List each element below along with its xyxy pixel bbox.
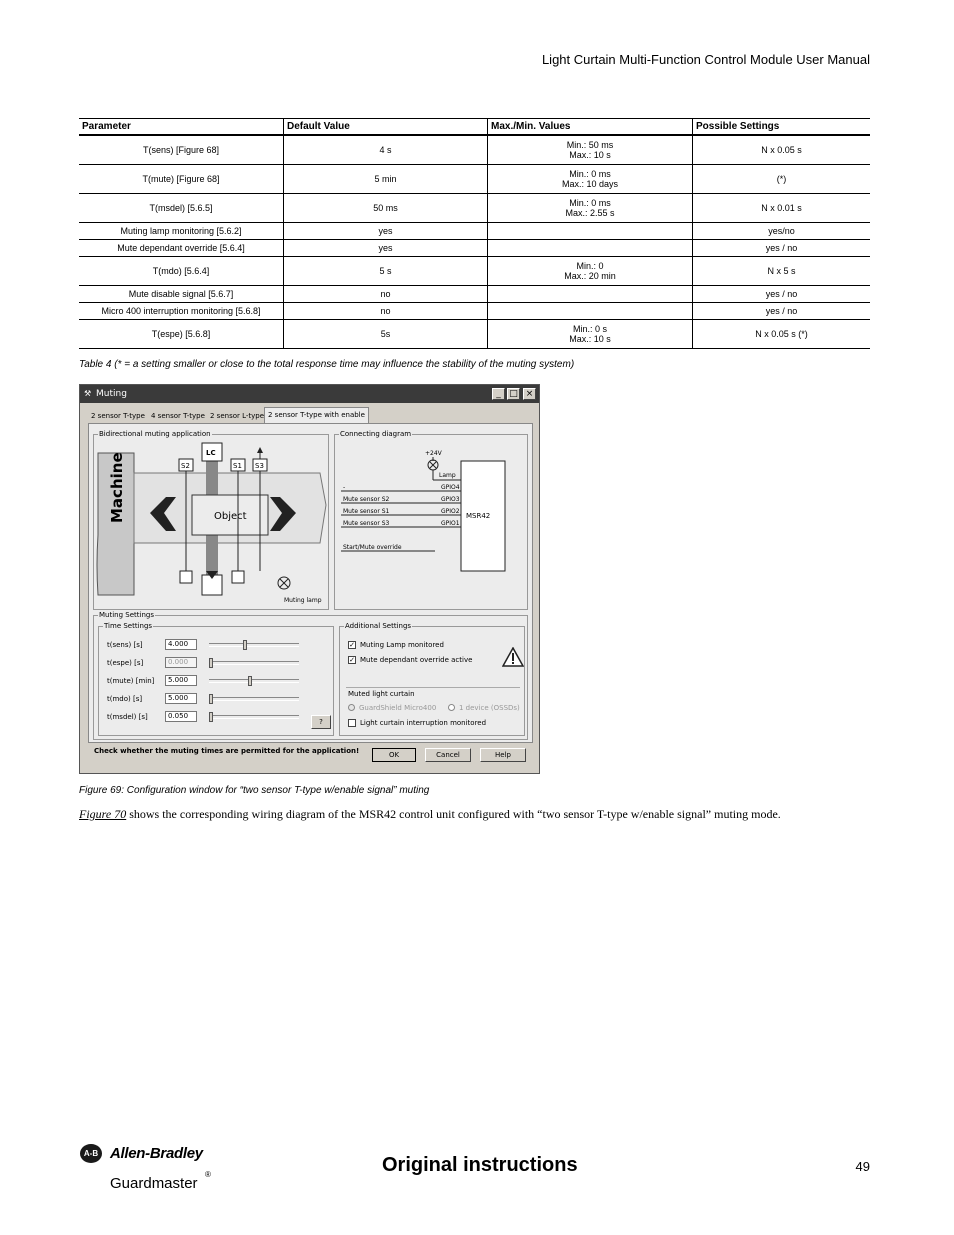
- arrow-up-icon: [257, 447, 263, 453]
- slider-track: [209, 715, 299, 719]
- tab-2-sensor-t[interactable]: 2 sensor T-type: [91, 412, 145, 420]
- range-line: Max.: 10 s: [569, 149, 611, 160]
- sensor-s1-label: S1: [233, 462, 242, 470]
- product-name: Guardmaster: [110, 1175, 198, 1192]
- table-row: [79, 256, 870, 285]
- table-header-row: [79, 119, 870, 136]
- muting-dialog: [79, 384, 540, 774]
- one-device-label: 1 device (OSSDs): [459, 704, 520, 712]
- slider-thumb[interactable]: [209, 658, 213, 668]
- time-slider[interactable]: [209, 712, 299, 722]
- time-settings-group: [98, 622, 334, 736]
- table-cell: [488, 285, 693, 302]
- status-message: Check whether the muting times are permitted for the application!: [94, 747, 360, 755]
- time-label: t(mute) [min]: [107, 677, 155, 685]
- brand-name: Allen-Bradley: [110, 1145, 203, 1162]
- time-slider[interactable]: [209, 694, 299, 704]
- table-row: [79, 239, 870, 256]
- page-number: 49: [855, 1159, 870, 1174]
- close-icon[interactable]: ×: [523, 388, 536, 400]
- bidirectional-group: [93, 430, 329, 610]
- minimize-icon[interactable]: _: [492, 388, 505, 400]
- object-label: Object: [214, 511, 247, 522]
- footer-center-title: Original instructions: [382, 1154, 578, 1176]
- machine-label: Machine: [108, 452, 126, 523]
- sensor-s2-label: S2: [181, 462, 190, 470]
- slider-track: [209, 679, 299, 683]
- pin-label: GPIO2: [441, 508, 460, 515]
- reflector-s2: [180, 571, 192, 583]
- reflector-s1: [232, 571, 244, 583]
- slider-thumb[interactable]: [248, 676, 252, 686]
- table-row: [79, 285, 870, 302]
- dialog-titlebar: [80, 385, 539, 403]
- muted-curtain-label: Muted light curtain: [348, 690, 415, 698]
- group-label: Additional Settings: [345, 622, 412, 630]
- lc-label: LC: [206, 449, 216, 457]
- slider-track: [209, 697, 299, 701]
- wiring-diagram: [335, 435, 527, 609]
- table-cell: no: [284, 285, 488, 302]
- table-cell: Micro 400 interruption monitoring [5.6.8]: [79, 302, 284, 319]
- table-row: [79, 302, 870, 319]
- figure-link[interactable]: Figure 70: [79, 807, 127, 821]
- table-cell: [488, 135, 693, 164]
- table-cell: yes: [284, 222, 488, 239]
- column-header: Parameter: [79, 119, 284, 136]
- time-slider[interactable]: [209, 676, 299, 686]
- muting-lamp-label: Muting lamp: [284, 597, 322, 604]
- interruption-label: Light curtain interruption monitored: [360, 719, 487, 727]
- table-cell: Muting lamp monitoring [5.6.2]: [79, 222, 284, 239]
- tab-2-sensor-l[interactable]: 2 sensor L-type: [210, 412, 265, 420]
- time-input[interactable]: 4.000: [165, 639, 197, 650]
- running-header: Light Curtain Multi-Function Control Module User Manual: [541, 52, 870, 67]
- tab-4-sensor-t[interactable]: 4 sensor T-type: [151, 412, 205, 420]
- wire-label: -: [343, 484, 346, 491]
- body-paragraph: [79, 807, 781, 822]
- range-line: Min.: 0: [576, 260, 604, 271]
- table-cell: 4 s: [284, 135, 488, 164]
- table-cell: yes / no: [693, 285, 871, 302]
- override-active-label: Mute dependant override active: [360, 656, 473, 664]
- table-cell: (*): [693, 164, 871, 193]
- muting-settings-group: [93, 611, 528, 740]
- time-slider[interactable]: [209, 658, 299, 668]
- pin-label: GPIO4: [441, 484, 460, 491]
- cancel-button[interactable]: Cancel: [425, 748, 471, 762]
- pin-label: GPIO3: [441, 496, 460, 503]
- wire-label: Mute sensor S2: [343, 496, 390, 503]
- table-cell: yes: [284, 239, 488, 256]
- guardshield-label: GuardShield Micro400: [359, 704, 437, 712]
- table-cell: [488, 239, 693, 256]
- slider-thumb[interactable]: [243, 640, 247, 650]
- group-label: Muting Settings: [99, 611, 154, 619]
- range-line: Min.: 0 s: [572, 323, 607, 334]
- table-cell: T(sens) [Figure 68]: [79, 135, 284, 164]
- table-caption: Table 4 (* = a setting smaller or close to the total response time may influence the stability of the muting system): [79, 359, 575, 370]
- table-cell: N x 0.05 s (*): [693, 319, 871, 348]
- lamp-monitored-checkbox[interactable]: ✓: [349, 641, 355, 649]
- divider: [346, 687, 520, 688]
- wire-label: Start/Mute override: [343, 544, 402, 551]
- table-row: [79, 193, 870, 222]
- time-label: t(mdo) [s]: [107, 695, 143, 703]
- voltage-label: +24V: [425, 450, 442, 457]
- guardshield-radio[interactable]: [348, 704, 355, 711]
- table-cell: 5 min: [284, 164, 488, 193]
- dialog-title: Muting: [96, 389, 127, 399]
- table-cell: [488, 164, 693, 193]
- lamp-label: Lamp: [439, 472, 456, 479]
- group-label: Connecting diagram: [340, 430, 412, 438]
- range-line: Max.: 10 days: [561, 178, 619, 189]
- time-input[interactable]: 5.000: [165, 693, 197, 704]
- time-label: t(msdel) [s]: [107, 713, 148, 721]
- slider-track: [209, 661, 299, 665]
- slider-thumb[interactable]: [209, 694, 213, 704]
- table-cell: [488, 256, 693, 285]
- table-cell: N x 0.05 s: [693, 135, 871, 164]
- table-cell: 50 ms: [284, 193, 488, 222]
- time-slider[interactable]: [209, 640, 299, 650]
- additional-settings-group: [339, 622, 525, 736]
- table-cell: [488, 302, 693, 319]
- table-cell: T(espe) [5.6.8]: [79, 319, 284, 348]
- table-cell: T(mute) [Figure 68]: [79, 164, 284, 193]
- tab-2-sensor-t-enable[interactable]: 2 sensor T-type with enable: [264, 407, 369, 424]
- tab-panel: [88, 423, 533, 743]
- table-cell: yes/no: [693, 222, 871, 239]
- table-cell: T(msdel) [5.6.5]: [79, 193, 284, 222]
- help-question-button[interactable]: ?: [311, 715, 331, 729]
- table-cell: 5 s: [284, 256, 488, 285]
- column-header: Possible Settings: [693, 119, 871, 136]
- wire-label: Mute sensor S1: [343, 508, 390, 515]
- slider-thumb[interactable]: [209, 712, 213, 722]
- figure-caption: Figure 69: Configuration window for “two sensor T-type w/enable signal” muting: [79, 785, 430, 796]
- range-line: Min.: 0 ms: [569, 168, 611, 179]
- table-row: [79, 164, 870, 193]
- column-header: Max./Min. Values: [488, 119, 693, 136]
- time-input[interactable]: 5.000: [165, 675, 197, 686]
- maximize-icon[interactable]: □: [507, 388, 520, 400]
- interruption-checkbox[interactable]: [348, 719, 356, 727]
- help-button[interactable]: Help: [480, 748, 526, 762]
- table-cell: T(mdo) [5.6.4]: [79, 256, 284, 285]
- group-label: Time Settings: [104, 622, 153, 630]
- time-input[interactable]: 0.050: [165, 711, 197, 722]
- lamp-monitored-label: Muting Lamp monitored: [360, 641, 444, 649]
- time-label: t(espe) [s]: [107, 659, 144, 667]
- ok-button[interactable]: OK: [372, 748, 416, 762]
- table-cell: no: [284, 302, 488, 319]
- warning-icon: [502, 647, 524, 667]
- override-active-checkbox[interactable]: ✓: [349, 656, 355, 664]
- range-line: Max.: 20 min: [564, 270, 616, 281]
- table-row: [79, 222, 870, 239]
- paragraph-text: shows the corresponding wiring diagram of the MSR42 control unit configured with “two sensor T-type w/enable signal” muting mode.: [126, 807, 781, 821]
- table-cell: Mute disable signal [5.6.7]: [79, 285, 284, 302]
- one-device-radio[interactable]: [448, 704, 455, 711]
- table-cell: N x 0.01 s: [693, 193, 871, 222]
- time-input[interactable]: 0.000: [165, 657, 197, 668]
- table-row: [79, 135, 870, 164]
- group-label: Bidirectional muting application: [99, 430, 211, 438]
- table-cell: 5s: [284, 319, 488, 348]
- table-cell: [488, 193, 693, 222]
- column-header: Default Value: [284, 119, 488, 136]
- table-cell: yes / no: [693, 239, 871, 256]
- table-cell: Mute dependant override [5.6.4]: [79, 239, 284, 256]
- msr42-label: MSR42: [466, 512, 491, 520]
- slider-track: [209, 643, 299, 647]
- range-line: Min.: 0 ms: [569, 197, 611, 208]
- app-icon: ⚒: [84, 389, 92, 398]
- muting-application-diagram: [94, 435, 328, 609]
- table-row: [79, 319, 870, 348]
- connecting-diagram-group: [334, 430, 528, 610]
- sensor-s3-label: S3: [255, 462, 264, 470]
- ab-badge: A-B: [80, 1144, 102, 1163]
- table-cell: yes / no: [693, 302, 871, 319]
- time-label: t(sens) [s]: [107, 641, 143, 649]
- table-cell: [488, 319, 693, 348]
- table-cell: [488, 222, 693, 239]
- parameter-table: [79, 118, 870, 349]
- pin-label: GPIO1: [441, 520, 460, 527]
- table-cell: N x 5 s: [693, 256, 871, 285]
- wire-label: Mute sensor S3: [343, 520, 390, 527]
- registered-mark: ®: [205, 1170, 211, 1179]
- range-line: Min.: 50 ms: [566, 139, 614, 150]
- range-line: Max.: 10 s: [569, 333, 611, 344]
- range-line: Max.: 2.55 s: [565, 207, 615, 218]
